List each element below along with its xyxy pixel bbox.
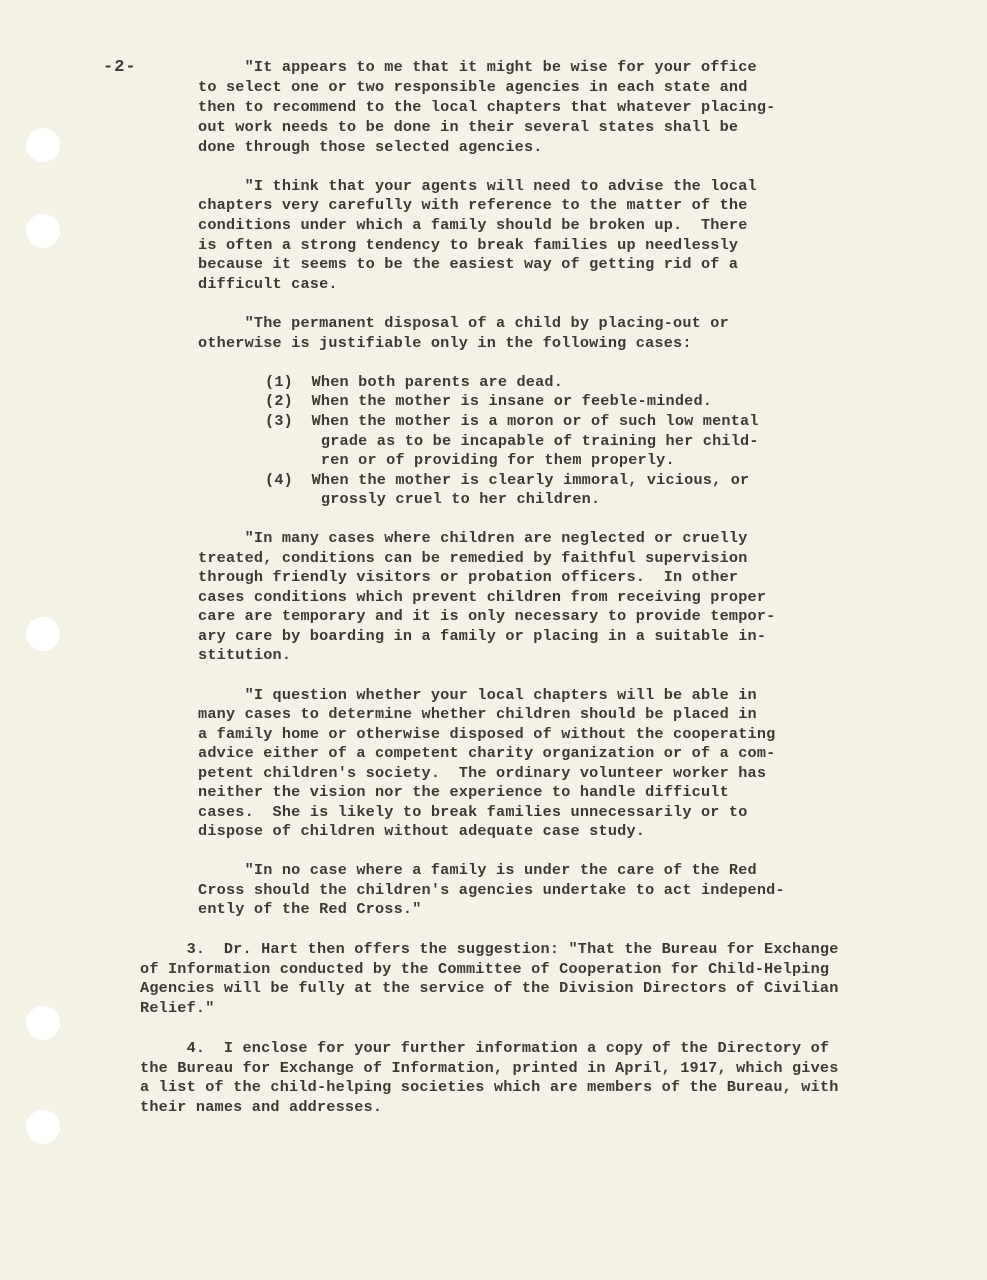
text-line: Agencies will be fully at the service of the Division Directors of Civilian	[140, 979, 839, 997]
text-line: ary care by boarding in a family or placing in a suitable in-	[198, 627, 767, 645]
list-item: grossly cruel to her children.	[265, 490, 601, 508]
text-line: Relief."	[140, 999, 215, 1017]
text-line: conditions under which a family should be broken up. There	[198, 216, 748, 234]
text-line: "In many cases where children are neglected or cruelly	[198, 529, 748, 547]
text-line: a family home or otherwise disposed of without the cooperating	[198, 725, 776, 743]
text-line: 3. Dr. Hart then offers the suggestion: "That the Bureau for Exchange	[140, 940, 839, 958]
text-line: advice either of a competent charity organization or of a com-	[198, 744, 776, 762]
text-line: Cross should the children's agencies undertake to act independ-	[198, 881, 785, 899]
text-line: a list of the child-helping societies which are members of the Bureau, with	[140, 1078, 839, 1096]
text-line: "I question whether your local chapters will be able in	[198, 686, 757, 704]
list-item: (4) When the mother is clearly immoral, vicious, or	[265, 471, 750, 489]
punch-hole	[26, 617, 60, 651]
text-line: many cases to determine whether children should be placed in	[198, 705, 757, 723]
text-line: cases conditions which prevent children from receiving proper	[198, 588, 767, 606]
text-line: because it seems to be the easiest way of getting rid of a	[198, 255, 739, 273]
text-line: treated, conditions can be remedied by faithful supervision	[198, 549, 748, 567]
text-line: chapters very carefully with reference to the matter of the	[198, 196, 748, 214]
text-line: petent children's society. The ordinary volunteer worker has	[198, 764, 767, 782]
punch-hole	[26, 214, 60, 248]
list-item: (1) When both parents are dead.	[265, 373, 564, 391]
punch-hole	[26, 128, 60, 162]
text-line: care are temporary and it is only necessary to provide tempor-	[198, 607, 776, 625]
text-line: stitution.	[198, 646, 292, 664]
text-line: dispose of children without adequate case study.	[198, 822, 646, 840]
text-line: cases. She is likely to break families unnecessarily or to	[198, 803, 748, 821]
list-item: (3) When the mother is a moron or of such low mental	[265, 412, 759, 430]
text-line: of Information conducted by the Committee of Cooperation for Child-Helping	[140, 960, 830, 978]
text-line: "The permanent disposal of a child by placing-out or	[198, 314, 729, 332]
punch-hole	[26, 1110, 60, 1144]
text-line: "I think that your agents will need to advise the local	[198, 177, 757, 195]
text-line: is often a strong tendency to break families up needlessly	[198, 236, 739, 254]
text-line: done through those selected agencies.	[198, 138, 543, 156]
text-line: their names and addresses.	[140, 1098, 383, 1116]
text-line: 4. I enclose for your further information a copy of the Directory of	[140, 1039, 830, 1057]
text-line: otherwise is justifiable only in the following cases:	[198, 334, 692, 352]
list-item: (2) When the mother is insane or feeble-minded.	[265, 392, 713, 410]
list-item: ren or of providing for them properly.	[265, 451, 675, 469]
text-line: difficult case.	[198, 275, 338, 293]
text-line: ently of the Red Cross."	[198, 900, 422, 918]
text-line: neither the vision nor the experience to handle difficult	[198, 783, 729, 801]
list-item: grade as to be incapable of training her child-	[265, 432, 759, 450]
punch-hole	[26, 1006, 60, 1040]
page-number: -2-	[103, 58, 137, 77]
text-line: out work needs to be done in their several states shall be	[198, 118, 739, 136]
text-line: the Bureau for Exchange of Information, printed in April, 1917, which gives	[140, 1059, 839, 1077]
text-line: "It appears to me that it might be wise for your office	[198, 58, 757, 76]
text-line: "In no case where a family is under the care of the Red	[198, 861, 757, 879]
text-line: to select one or two responsible agencies in each state and	[198, 78, 748, 96]
text-line: then to recommend to the local chapters that whatever placing-	[198, 98, 776, 116]
text-line: through friendly visitors or probation officers. In other	[198, 568, 739, 586]
